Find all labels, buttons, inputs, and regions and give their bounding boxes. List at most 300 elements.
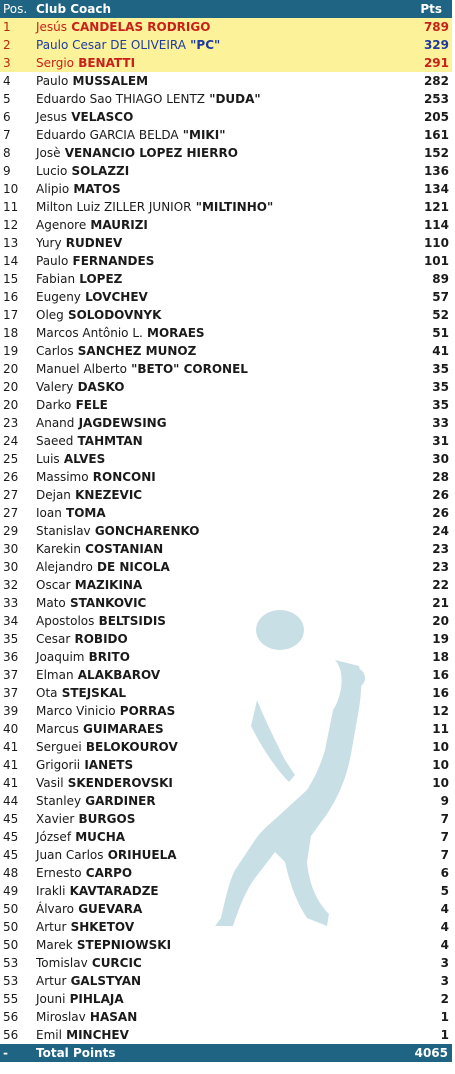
- coach-name-last: COSTANIAN: [80, 542, 164, 556]
- table-row: [0, 378, 452, 396]
- coach-name-first: Cesar: [36, 632, 71, 646]
- row-points: 110: [423, 236, 449, 250]
- coach-name-last: DASKO: [73, 380, 125, 394]
- row-coach-name: [33, 828, 382, 846]
- coach-name-last: VELASCO: [67, 110, 134, 124]
- coach-name-first: Marcus: [36, 722, 79, 736]
- coach-name-last: MAZIKINA: [70, 578, 143, 592]
- row-points: 3: [440, 956, 449, 970]
- coach-name-first: Vasil: [36, 776, 64, 790]
- row-coach-name: [33, 504, 382, 522]
- row-position: 37: [3, 686, 19, 700]
- total-row: [0, 1044, 452, 1062]
- coach-name-last: PIHLAJA: [65, 992, 124, 1006]
- coach-name-tail: "DUDA": [205, 92, 261, 106]
- row-coach-name: [33, 198, 382, 216]
- coach-name-last: KNEZEVIC: [70, 488, 143, 502]
- row-coach-name: [33, 972, 382, 990]
- row-position: 15: [3, 272, 19, 286]
- row-coach-name: [33, 918, 382, 936]
- row-coach-name: [33, 558, 382, 576]
- row-position: 40: [3, 722, 19, 736]
- row-coach-name: [33, 216, 382, 234]
- coach-name-first: Carlos: [36, 344, 74, 358]
- coach-name-last: HASAN: [85, 1010, 138, 1024]
- table-row: [0, 198, 452, 216]
- coach-name-first: Eugeny: [36, 290, 81, 304]
- row-points: 10: [432, 740, 449, 754]
- table-row: [0, 702, 452, 720]
- row-position: 37: [3, 668, 19, 682]
- row-points: 291: [382, 54, 452, 72]
- row-points: 101: [423, 254, 449, 268]
- row-position: 20: [3, 362, 19, 376]
- row-position: 2: [0, 36, 33, 54]
- coach-name-last: GONCHARENKO: [90, 524, 200, 538]
- coach-name-first: Marcos Antônio L.: [36, 326, 143, 340]
- coach-name-first: Artur: [36, 920, 67, 934]
- row-position: 12: [3, 218, 19, 232]
- coach-name-last: GUEVARA: [74, 902, 143, 916]
- coach-name-last: CARPO: [81, 866, 133, 880]
- table-row: [0, 630, 452, 648]
- coach-name-last: BURGOS: [74, 812, 136, 826]
- row-position: 39: [3, 704, 19, 718]
- row-position: 35: [3, 632, 19, 646]
- row-points: 23: [432, 560, 449, 574]
- coach-name-last: DE NICOLA: [92, 560, 170, 574]
- row-coach-name: [33, 1026, 382, 1044]
- row-coach-name: [33, 666, 382, 684]
- table-row: [0, 144, 452, 162]
- coach-name-last: "BETO": [126, 362, 180, 376]
- row-position: 45: [3, 830, 19, 844]
- row-position: 50: [3, 920, 19, 934]
- table-row: [0, 216, 452, 234]
- row-points: 23: [432, 542, 449, 556]
- coach-name-last: STEPNIOWSKI: [72, 938, 172, 952]
- coach-name-first: Alejandro: [36, 560, 93, 574]
- row-coach-name: [33, 630, 382, 648]
- total-points: 4065: [382, 1044, 452, 1062]
- row-coach-name: [33, 612, 382, 630]
- row-position: 4: [3, 74, 11, 88]
- row-coach-name: [33, 432, 382, 450]
- row-position: 14: [3, 254, 19, 268]
- row-points: 2: [440, 992, 449, 1006]
- row-coach-name: [33, 450, 382, 468]
- row-points: 24: [432, 524, 449, 538]
- row-position: 41: [3, 758, 19, 772]
- coach-name-last: VENANCIO LOPEZ: [60, 146, 183, 160]
- coach-name-first: Massimo: [36, 470, 89, 484]
- row-coach-name: [33, 990, 382, 1008]
- coach-name-last: SHKETOV: [66, 920, 135, 934]
- row-position: 45: [3, 812, 19, 826]
- coach-name-last: MATOS: [69, 182, 121, 196]
- table-row: [0, 846, 452, 864]
- row-points: 22: [432, 578, 449, 592]
- coach-name-last: KAVTARADZE: [65, 884, 159, 898]
- coach-name-last: LOVCHEV: [80, 290, 148, 304]
- row-points: 41: [432, 344, 449, 358]
- coach-name-last: RONCONI: [88, 470, 156, 484]
- row-points: 28: [432, 470, 449, 484]
- table-row: [0, 522, 452, 540]
- table-row: [0, 180, 452, 198]
- row-position: 53: [3, 956, 19, 970]
- row-coach-name: [33, 252, 382, 270]
- pts-column-header: Pts: [382, 0, 452, 18]
- coach-name-first: Serguei: [36, 740, 82, 754]
- table-row: [0, 774, 452, 792]
- row-position: 3: [0, 54, 33, 72]
- coach-name-first: Eduardo Sao THIAGO LENTZ: [36, 92, 206, 106]
- row-coach-name: [33, 792, 382, 810]
- row-points: 52: [432, 308, 449, 322]
- table-row: [0, 468, 452, 486]
- row-coach-name: [33, 414, 382, 432]
- row-points: 161: [423, 128, 449, 142]
- coach-name-first: Marco Vinicio: [36, 704, 116, 718]
- coach-name-last: BELTSIDIS: [94, 614, 166, 628]
- coach-name-first: Paulo: [36, 74, 69, 88]
- row-coach-name: [33, 324, 382, 342]
- coach-name-tail: "MIKI": [178, 128, 226, 142]
- row-points: 9: [440, 794, 449, 808]
- table-row: [0, 828, 452, 846]
- coach-name-last: FERNANDES: [68, 254, 155, 268]
- table-row: [0, 918, 452, 936]
- row-points: 10: [432, 758, 449, 772]
- table-row: [0, 882, 452, 900]
- row-points: 16: [432, 686, 449, 700]
- table-row: [0, 576, 452, 594]
- coach-name-first: Josè: [36, 146, 61, 160]
- row-position: 27: [3, 488, 19, 502]
- row-points: 33: [432, 416, 449, 430]
- table-row: [0, 306, 452, 324]
- table-row: [0, 558, 452, 576]
- coach-name-first: Yury: [36, 236, 62, 250]
- coach-name-first: Artur: [36, 974, 67, 988]
- table-row: [0, 72, 452, 90]
- row-coach-name: [33, 90, 382, 108]
- row-points: 21: [432, 596, 449, 610]
- coach-name-tail: HIERRO: [182, 146, 238, 160]
- row-coach-name: [33, 864, 382, 882]
- coach-name-first: Luis: [36, 452, 60, 466]
- table-row: [0, 990, 452, 1008]
- coach-name-last: SOLAZZI: [67, 164, 130, 178]
- row-position: 41: [3, 776, 19, 790]
- coach-name-tail: CORONEL: [179, 362, 248, 376]
- coach-name-first: Jesus: [36, 110, 68, 124]
- coach-name-first: Marek: [36, 938, 73, 952]
- row-points: 136: [423, 164, 449, 178]
- coach-name-last: TOMA: [61, 506, 106, 520]
- coach-name-first: Ota: [36, 686, 58, 700]
- row-coach-name: [33, 18, 382, 36]
- row-points: 10: [432, 776, 449, 790]
- row-position: 20: [3, 380, 19, 394]
- row-coach-name: [33, 756, 382, 774]
- coach-name-first: Ioan: [36, 506, 62, 520]
- row-coach-name: [33, 846, 382, 864]
- table-row: [0, 612, 452, 630]
- table-row: [0, 414, 452, 432]
- row-coach-name: [33, 396, 382, 414]
- row-coach-name: [33, 126, 382, 144]
- coach-name-tail: "PC": [185, 38, 221, 52]
- row-coach-name: [33, 360, 382, 378]
- row-position: 33: [3, 596, 19, 610]
- row-coach-name: [33, 162, 382, 180]
- coach-name-last: JAGDEWSING: [74, 416, 167, 430]
- row-points: 253: [423, 92, 449, 106]
- table-row: [0, 108, 452, 126]
- row-position: 20: [3, 398, 19, 412]
- row-coach-name: [33, 810, 382, 828]
- coach-name-last: MORAES: [142, 326, 205, 340]
- row-coach-name: [33, 234, 382, 252]
- coach-name-last: LOPEZ: [75, 272, 123, 286]
- row-points: 1: [440, 1010, 449, 1024]
- row-coach-name: [33, 486, 382, 504]
- row-points: 16: [432, 668, 449, 682]
- table-row: [0, 810, 452, 828]
- coach-name-first: Apostolos: [36, 614, 95, 628]
- table-row: [0, 288, 452, 306]
- row-coach-name: [33, 702, 382, 720]
- row-position: 44: [3, 794, 19, 808]
- table-row: [0, 684, 452, 702]
- row-coach-name: [33, 72, 382, 90]
- coach-name-last: GUIMARAES: [78, 722, 164, 736]
- coach-name-last: STEJSKAL: [57, 686, 127, 700]
- table-row: [0, 36, 452, 54]
- row-coach-name: [33, 540, 382, 558]
- row-coach-name: [33, 900, 382, 918]
- coach-name-last: ALAKBAROV: [73, 668, 161, 682]
- row-position: 8: [3, 146, 11, 160]
- coach-name-last: BENATTI: [74, 56, 136, 70]
- row-points: 35: [432, 362, 449, 376]
- coach-name-last: MUCHA: [71, 830, 126, 844]
- row-points: 51: [432, 326, 449, 340]
- row-coach-name: [33, 594, 382, 612]
- row-position: 24: [3, 434, 19, 448]
- row-position: 55: [3, 992, 19, 1006]
- coach-name-last: RUDNEV: [61, 236, 123, 250]
- row-points: 7: [440, 812, 449, 826]
- coach-name-first: Darko: [36, 398, 72, 412]
- total-label: Total Points: [33, 1044, 382, 1062]
- row-coach-name: [33, 468, 382, 486]
- row-coach-name: [33, 342, 382, 360]
- total-pos: -: [0, 1044, 33, 1062]
- coach-name-first: Jouni: [36, 992, 66, 1006]
- row-points: 5: [440, 884, 449, 898]
- table-row: [0, 450, 452, 468]
- coach-name-first: Irakli: [36, 884, 66, 898]
- table-row: [0, 666, 452, 684]
- row-position: 6: [3, 110, 11, 124]
- coach-name-first: Elman: [36, 668, 74, 682]
- coach-name-first: Oscar: [36, 578, 71, 592]
- row-points: 4: [440, 938, 449, 952]
- coach-name-first: Stanislav: [36, 524, 91, 538]
- row-points: 26: [432, 488, 449, 502]
- row-position: 30: [3, 542, 19, 556]
- coach-name-last: BELOKOUROV: [81, 740, 178, 754]
- coach-name-last: CANDELAS RODRIGO: [67, 20, 211, 34]
- coach-name-first: Grigorii: [36, 758, 81, 772]
- coach-name-last: MINCHEV: [61, 1028, 129, 1042]
- coach-name-first: Fabian: [36, 272, 76, 286]
- table-row: [0, 126, 452, 144]
- row-coach-name: [33, 180, 382, 198]
- coach-name-first: Paulo Cesar DE OLIVEIRA: [36, 38, 186, 52]
- coach-name-last: SANCHEZ: [73, 344, 142, 358]
- row-position: 53: [3, 974, 19, 988]
- coach-name-last: TAHMTAN: [73, 434, 143, 448]
- table-row: [0, 486, 452, 504]
- coach-name-first: Agenore: [36, 218, 87, 232]
- row-points: 20: [432, 614, 449, 628]
- coach-name-last: FELE: [71, 398, 108, 412]
- row-points: 7: [440, 848, 449, 862]
- coach-column-header: Club Coach: [33, 0, 382, 18]
- coach-name-first: Joaquim: [36, 650, 85, 664]
- row-coach-name: [33, 54, 382, 72]
- table-row: [0, 54, 452, 72]
- coach-name-first: Sergio: [36, 56, 75, 70]
- table-row: [0, 936, 452, 954]
- row-position: 19: [3, 344, 19, 358]
- coach-name-first: Jesús: [36, 20, 68, 34]
- coach-name-first: Tomislav: [36, 956, 88, 970]
- coach-name-last: ROBIDO: [70, 632, 128, 646]
- table-row: [0, 504, 452, 522]
- coach-name-first: Saeed: [36, 434, 74, 448]
- table-row: [0, 18, 452, 36]
- row-points: 31: [432, 434, 449, 448]
- table-row: [0, 648, 452, 666]
- row-position: 49: [3, 884, 19, 898]
- row-points: 134: [423, 182, 449, 196]
- table-row: [0, 972, 452, 990]
- row-coach-name: [33, 378, 382, 396]
- row-points: 789: [382, 18, 452, 36]
- row-position: 56: [3, 1028, 19, 1042]
- coach-name-last: PORRAS: [115, 704, 176, 718]
- coach-name-first: Dejan: [36, 488, 71, 502]
- row-points: 89: [432, 272, 449, 286]
- row-points: 121: [423, 200, 449, 214]
- row-coach-name: [33, 270, 382, 288]
- coach-name-tail: "MILTINHO": [191, 200, 274, 214]
- row-coach-name: [33, 684, 382, 702]
- row-points: 4: [440, 920, 449, 934]
- row-points: 3: [440, 974, 449, 988]
- row-position: 1: [0, 18, 33, 36]
- row-position: 25: [3, 452, 19, 466]
- row-position: 5: [3, 92, 11, 106]
- table-row: [0, 756, 452, 774]
- row-position: 23: [3, 416, 19, 430]
- row-coach-name: [33, 1008, 382, 1026]
- coach-name-last: BRITO: [84, 650, 130, 664]
- row-position: 13: [3, 236, 19, 250]
- row-coach-name: [33, 936, 382, 954]
- table-header-row: [0, 0, 452, 18]
- row-points: 35: [432, 380, 449, 394]
- table-row: [0, 900, 452, 918]
- row-points: 11: [432, 722, 449, 736]
- row-points: 282: [423, 74, 449, 88]
- table-row: [0, 720, 452, 738]
- table-row: [0, 396, 452, 414]
- table-row: [0, 360, 452, 378]
- row-position: 41: [3, 740, 19, 754]
- row-coach-name: [33, 522, 382, 540]
- row-position: 56: [3, 1010, 19, 1024]
- row-points: 4: [440, 902, 449, 916]
- row-position: 45: [3, 848, 19, 862]
- row-position: 17: [3, 308, 19, 322]
- coach-name-last: GARDINER: [81, 794, 156, 808]
- pos-column-header: Pos.: [0, 0, 33, 18]
- row-position: 30: [3, 560, 19, 574]
- coach-name-first: Karekin: [36, 542, 81, 556]
- coach-name-last: IANETS: [80, 758, 134, 772]
- table-row: [0, 162, 452, 180]
- coach-name-tail: MUNOZ: [141, 344, 197, 358]
- coach-name-last: ORIHUELA: [103, 848, 177, 862]
- row-position: 7: [3, 128, 11, 142]
- coach-name-last: SKENDEROVSKI: [63, 776, 173, 790]
- coach-name-first: Juan Carlos: [36, 848, 104, 862]
- row-points: 7: [440, 830, 449, 844]
- coach-name-first: Manuel Alberto: [36, 362, 127, 376]
- row-position: 32: [3, 578, 19, 592]
- row-coach-name: [33, 576, 382, 594]
- table-row: [0, 1008, 452, 1026]
- row-coach-name: [33, 720, 382, 738]
- coach-name-first: Miroslav: [36, 1010, 86, 1024]
- coach-name-first: Eduardo GARCIA BELDA: [36, 128, 179, 142]
- row-points: 6: [440, 866, 449, 880]
- coach-name-first: Milton Luiz ZILLER JUNIOR: [36, 200, 192, 214]
- row-position: 48: [3, 866, 19, 880]
- table-row: [0, 252, 452, 270]
- row-coach-name: [33, 738, 382, 756]
- coach-name-first: Álvaro: [36, 902, 75, 916]
- row-points: 26: [432, 506, 449, 520]
- coach-name-first: Paulo: [36, 254, 69, 268]
- coach-name-last: SOLODOVNYK: [63, 308, 162, 322]
- table-row: [0, 738, 452, 756]
- coach-name-first: Valery: [36, 380, 74, 394]
- coach-name-first: Xavier: [36, 812, 75, 826]
- coach-name-first: Ernesto: [36, 866, 82, 880]
- row-position: 29: [3, 524, 19, 538]
- row-points: 152: [423, 146, 449, 160]
- row-position: 9: [3, 164, 11, 178]
- table-row: [0, 864, 452, 882]
- row-coach-name: [33, 954, 382, 972]
